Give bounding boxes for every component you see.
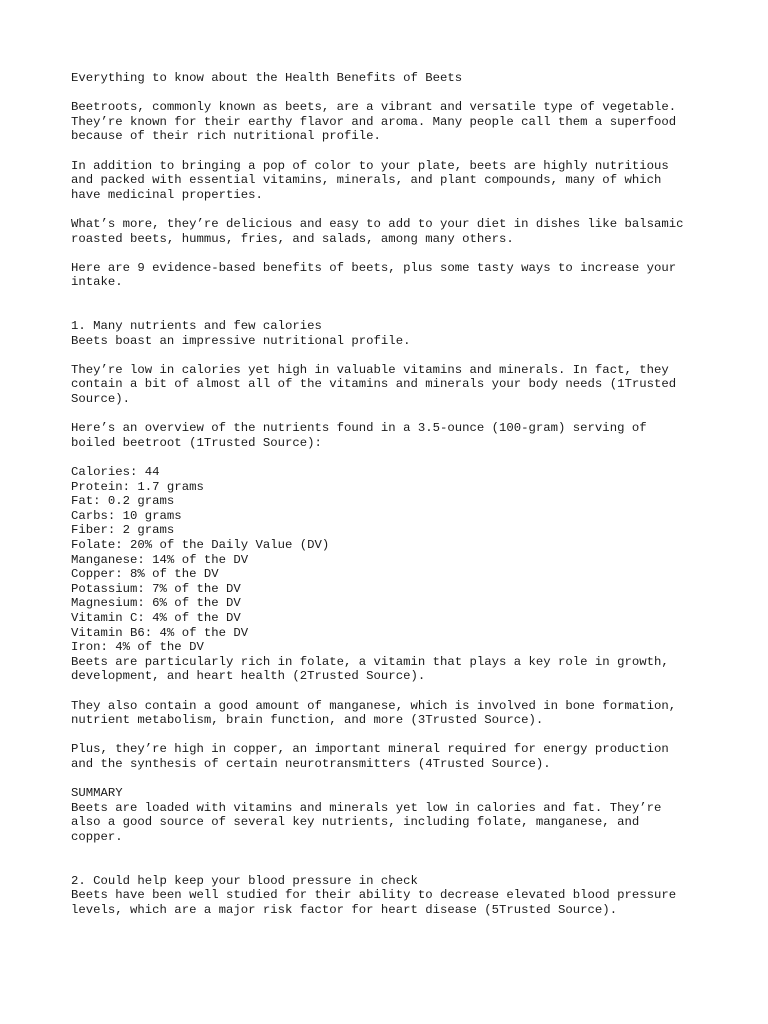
section-1-paragraph-5: Plus, they’re high in copper, an important mineral required for energy production and the synthesis of certain neurotransmitters (4Trusted Source). (71, 742, 669, 771)
section-2-heading: 2. Could help keep your blood pressure in check (71, 873, 418, 888)
summary-text: Beets are loaded with vitamins and minerals yet low in calories and fat. They’re also a good source of several key nutrients, including folate, manganese, and copper. (71, 800, 662, 844)
list-item: Vitamin B6: 4% of the DV (71, 625, 249, 640)
section-2-paragraph-1: Beets have been well studied for their ability to decrease elevated blood pressure levels, which are a major risk factor for heart disease (5Trusted Source). (71, 888, 677, 917)
intro-paragraph-3: What’s more, they’re delicious and easy to add to your diet in dishes like balsamic roasted beets, hummus, fries, and salads, among many others. (71, 216, 684, 246)
summary-label: SUMMARY (71, 786, 123, 801)
list-item: Carbs: 10 grams (71, 508, 182, 523)
list-item: Manganese: 14% of the DV (71, 552, 249, 567)
list-item: Vitamin C: 4% of the DV (71, 610, 241, 625)
section-1-lead: Beets boast an impressive nutritional profile. (71, 333, 411, 348)
section-1-paragraph-1: They’re low in calories yet high in valuable vitamins and minerals. In fact, they contain a bit of almost all of the vitamins and minerals your body needs (1Trusted Source). (71, 362, 677, 407)
list-item: Potassium: 7% of the DV (71, 581, 241, 596)
intro-paragraph-1: Beetroots, commonly known as beets, are a vibrant and versatile type of vegetable. They’re known for their earthy flavor and aroma. Many people call them a superfood because of their rich nutritional profile. (71, 100, 677, 144)
list-item: Folate: 20% of the Daily Value (DV) (71, 538, 330, 552)
list-item: Copper: 8% of the DV (71, 567, 219, 582)
list-item: Magnesium: 6% of the DV (71, 596, 241, 611)
intro-paragraph-4: Here are 9 evidence-based benefits of beets, plus some tasty ways to increase your intake. (71, 260, 677, 290)
nutrient-list (71, 465, 711, 655)
list-item: Fiber: 2 grams (71, 523, 175, 538)
list-item: Fat: 0.2 grams (71, 494, 175, 509)
list-item: Calories: 44 (71, 465, 160, 480)
list-item: Protein: 1.7 grams (71, 479, 204, 494)
list-item: Iron: 4% of the DV (71, 640, 204, 655)
section-1-paragraph-4: They also contain a good amount of manganese, which is involved in bone formation, nutrient metabolism, brain function, and more (3Trusted Source). (71, 698, 677, 728)
document-title: Everything to know about the Health Benefits of Beets (71, 71, 463, 85)
section-1-heading: 1. Many nutrients and few calories (71, 319, 322, 334)
intro-paragraph-2: In addition to bringing a pop of color to your plate, beets are highly nutritious and packed with essential vitamins, minerals, and plant compounds, many of which have medicinal properties. (71, 158, 669, 202)
document-page (71, 71, 711, 917)
section-1-paragraph-2: Here’s an overview of the nutrients found in a 3.5-ounce (100-gram) serving of boiled beetroot (1Trusted Source): (71, 421, 647, 450)
section-1-paragraph-3: Beets are particularly rich in folate, a vitamin that plays a key role in growth, development, and heart health (2Trusted Source). (71, 654, 669, 684)
